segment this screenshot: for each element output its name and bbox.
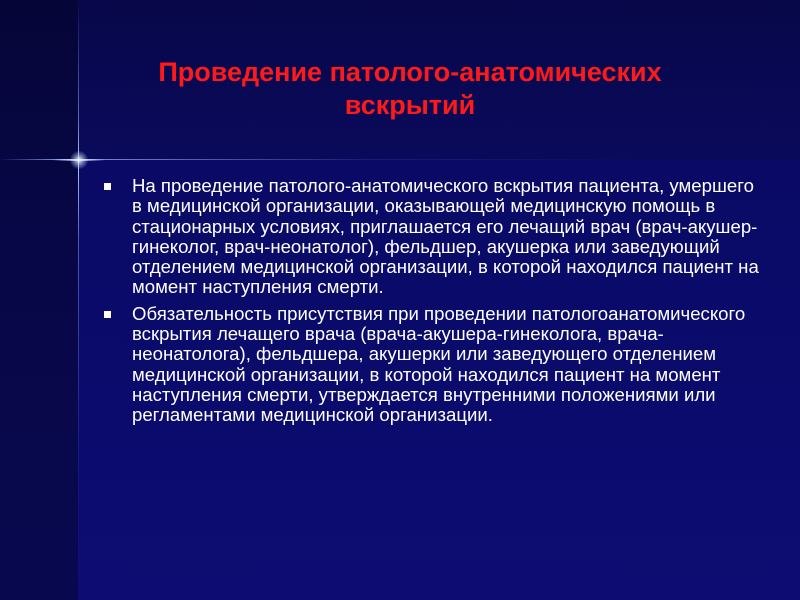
bullet-item <box>100 304 760 426</box>
bullet-list <box>100 176 760 432</box>
bullet-item <box>100 176 760 298</box>
vertical-divider-line <box>78 0 79 600</box>
left-decorative-band <box>0 0 78 600</box>
bullet-text: На проведение патолого-анатомического вскрытия пациента, умершего в медицинской организации, оказывающей медицинскую помощь в стационарных условиях, приглашается его лечащий врач (врач-акушер-гинеколог, врач-неонатолог), фельдшер, акушерка или заведующий отделением медицинской организации, в которой находился пациент на момент наступления смерти. <box>132 175 759 298</box>
square-bullet-icon <box>104 183 111 190</box>
horizontal-divider-line <box>0 159 800 160</box>
square-bullet-icon <box>104 311 111 318</box>
slide-title: Проведение патолого-анатомических вскрытий <box>158 57 662 120</box>
bullet-text: Обязательность присутствия при проведении патологоанатомического вскрытия лечащего врача (врача-акушера-гинеколога, врача-неонатолога), фельдшера, акушерки или заведующего отделением медицинской организации, в которой находился пациент на момент наступления смерти, утверждается внутренними положениями или регламентами медицинской организации. <box>132 302 746 426</box>
